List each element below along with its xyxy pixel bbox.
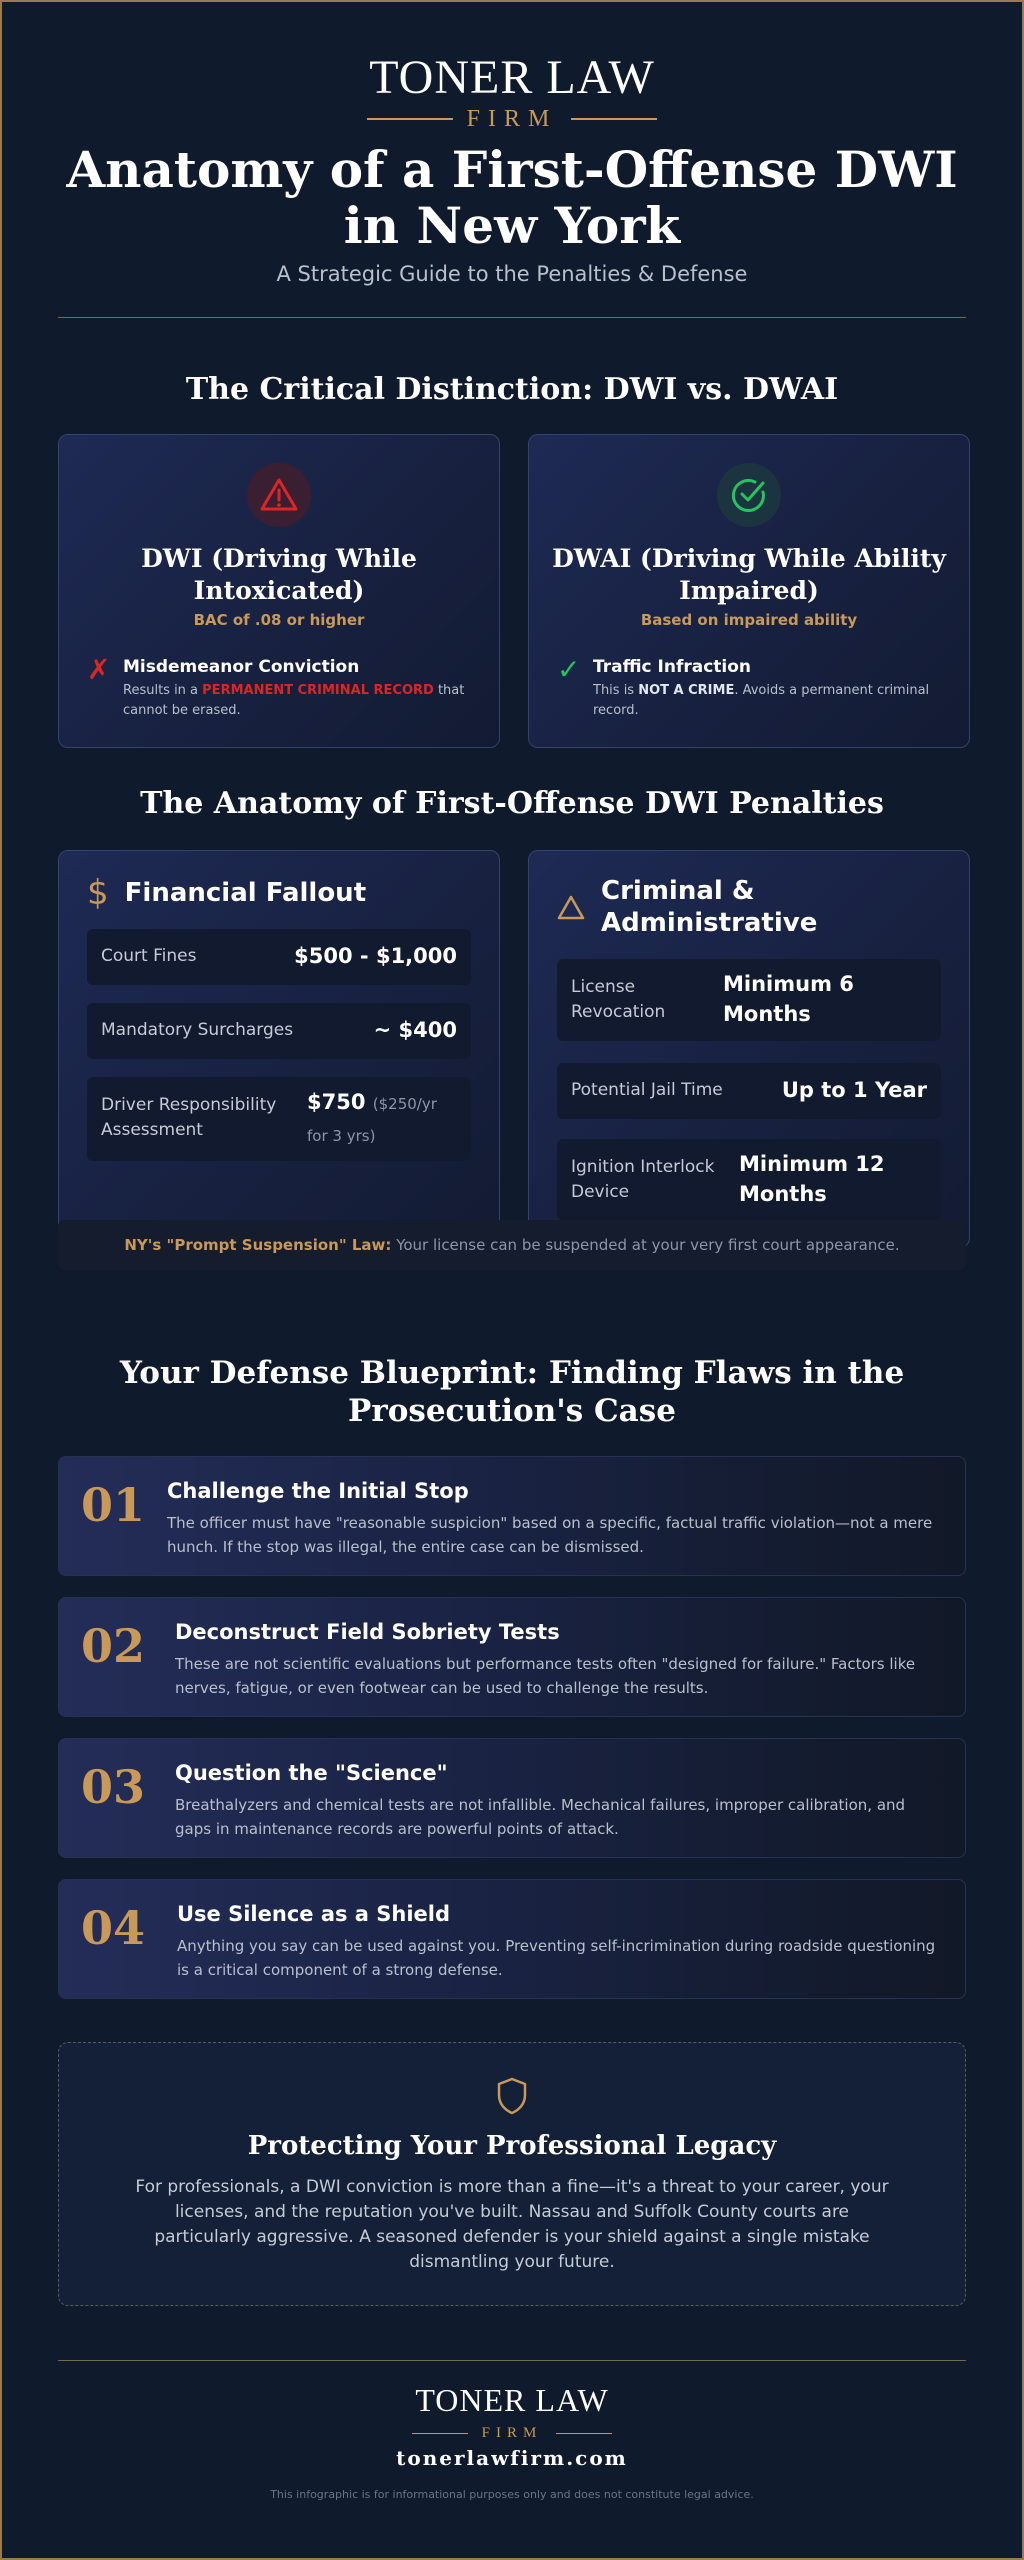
stat-value: Minimum 6 Months	[723, 972, 854, 1026]
dwai-desc-pre: This is	[593, 683, 639, 698]
disclaimer: This infographic is for informational purposes only and does not constitute legal advice.	[270, 2488, 754, 2501]
shield-icon	[496, 2077, 528, 2119]
defense-step	[58, 1738, 966, 1858]
website-link[interactable]: tonerlawfirm.com	[396, 2446, 628, 2470]
logo-firm: FIRM	[466, 106, 558, 132]
stat-interlock	[557, 1139, 941, 1221]
distinction-title: The Critical Distinction: DWI vs. DWAI	[185, 372, 839, 407]
warning-triangle-icon	[557, 895, 585, 925]
dwi-title: DWI (Driving While Intoxicated)	[141, 544, 417, 605]
financial-title: Financial Fallout	[124, 878, 367, 908]
footer-logo-wordmark: TONER LAW	[415, 2382, 609, 2418]
logo-rule-left	[367, 118, 453, 120]
dwai-card	[528, 434, 970, 748]
step-title: Question the "Science"	[175, 1761, 448, 1785]
step-desc: The officer must have "reasonable suspicion" based on a specific, factual traffic violation—not a mere hunch. If the stop was illegal, the entire case can be dismissed.	[167, 1514, 933, 1556]
dwi-desc-post: that cannot be erased.	[123, 683, 465, 718]
defense-title: Your Defense Blueprint: Finding Flaws in the Prosecution's Case	[119, 1355, 905, 1429]
stat-value: ~ $400	[373, 1018, 457, 1042]
dwi-desc-pre: Results in a	[123, 683, 203, 698]
note-label: NY's "Prompt Suspension" Law:	[124, 1236, 392, 1254]
dwai-item-desc	[593, 681, 949, 721]
logo-wordmark: TONER LAW	[369, 51, 655, 104]
stat-jail	[557, 1063, 941, 1119]
footer-divider	[58, 2360, 966, 2361]
stat-label: License Revocation	[571, 977, 666, 1022]
warning-icon	[247, 463, 311, 527]
step-desc: Breathalyzers and chemical tests are not infallible. Mechanical failures, improper calibration, and gaps in maintenance records are powerful points of attack.	[175, 1796, 906, 1838]
stat-value: $500 - $1,000	[294, 944, 457, 968]
stat-label: Mandatory Surcharges	[101, 1020, 294, 1040]
stat-value: $750	[307, 1090, 366, 1114]
legacy-box	[58, 2042, 966, 2306]
stat-license	[557, 959, 941, 1041]
dwi-item-desc	[123, 681, 479, 721]
dwai-desc-highlight: NOT A CRIME	[638, 683, 735, 698]
stat-value: Up to 1 Year	[781, 1078, 927, 1102]
dwai-desc-post: . Avoids a permanent criminal record.	[593, 683, 930, 718]
step-number: 04	[81, 1901, 146, 1955]
check-circle-icon	[717, 463, 781, 527]
financial-header	[87, 875, 366, 911]
dwi-subtitle: BAC of .08 or higher	[193, 611, 365, 629]
legacy-title: Protecting Your Professional Legacy	[247, 2131, 777, 2161]
stat-dra	[87, 1077, 471, 1161]
step-number: 01	[81, 1478, 146, 1532]
step-title: Challenge the Initial Stop	[167, 1479, 469, 1503]
stat-court-fines	[87, 929, 471, 985]
footer-logo	[2, 2382, 1022, 2446]
financial-card	[58, 850, 500, 1248]
step-number: 02	[81, 1619, 146, 1673]
step-desc: These are not scientific evaluations but performance tests often "designed for failure." Factors like nerves, fatigue, or even footwear can be used to challenge the results.	[175, 1655, 916, 1697]
penalties-title: The Anatomy of First-Offense DWI Penalties	[140, 786, 884, 821]
step-desc: Anything you say can be used against you. Preventing self-incrimination during roadside questioning is a critical component of a strong defense.	[177, 1937, 936, 1979]
criminal-card	[528, 850, 970, 1248]
dollar-icon: $	[87, 873, 109, 913]
defense-step	[58, 1879, 966, 1999]
footer-logo-rule-right	[556, 2433, 612, 2434]
legacy-text: For professionals, a DWI conviction is more than a fine—it's a threat to your career, your licenses, and the reputation you've built. Nassau and Suffolk County courts are particularly aggressive. A seasoned defender is your shield against a single mistake dismantling your future.	[135, 2177, 889, 2272]
dwi-desc-highlight: PERMANENT CRIMINAL RECORD	[202, 683, 434, 698]
x-mark-icon: ✗	[87, 653, 111, 686]
dwi-card	[58, 434, 500, 748]
step-title: Deconstruct Field Sobriety Tests	[175, 1620, 560, 1644]
dwai-item-title: Traffic Infraction	[593, 657, 752, 677]
stat-surcharges	[87, 1003, 471, 1059]
check-mark-icon: ✓	[557, 653, 581, 686]
stat-value-group	[307, 1087, 457, 1151]
note-text: Your license can be suspended at your very first court appearance.	[391, 1236, 900, 1254]
dwi-item-title: Misdemeanor Conviction	[123, 657, 360, 677]
stat-value: Minimum 12 Months	[739, 1152, 885, 1206]
header-logo	[2, 52, 1022, 132]
stat-value-note: ($250/yr for 3 yrs)	[307, 1095, 437, 1145]
defense-step	[58, 1597, 966, 1717]
step-title: Use Silence as a Shield	[177, 1902, 451, 1926]
dwai-title: DWAI (Driving While Ability Impaired)	[552, 544, 946, 605]
step-number: 03	[81, 1760, 146, 1814]
stat-label: Potential Jail Time	[571, 1080, 723, 1100]
logo-rule-right	[571, 118, 657, 120]
prompt-suspension-note	[58, 1220, 966, 1270]
stat-label: Driver Responsibility Assessment	[101, 1095, 277, 1140]
page-title: Anatomy of a First-Offense DWI in New York	[66, 140, 958, 255]
footer-logo-rule-left	[412, 2433, 468, 2434]
dwai-subtitle: Based on impaired ability	[640, 611, 858, 629]
page-subtitle: A Strategic Guide to the Penalties & Defense	[276, 262, 748, 286]
logo-subline	[2, 106, 1022, 132]
criminal-header	[557, 875, 841, 939]
criminal-title: Criminal & Administrative	[601, 876, 818, 938]
footer-logo-firm: FIRM	[481, 2425, 543, 2441]
divider	[58, 317, 966, 318]
stat-label: Court Fines	[101, 946, 197, 966]
defense-step	[58, 1456, 966, 1576]
stat-label: Ignition Interlock Device	[571, 1157, 715, 1202]
footer-logo-subline	[2, 2420, 1022, 2446]
